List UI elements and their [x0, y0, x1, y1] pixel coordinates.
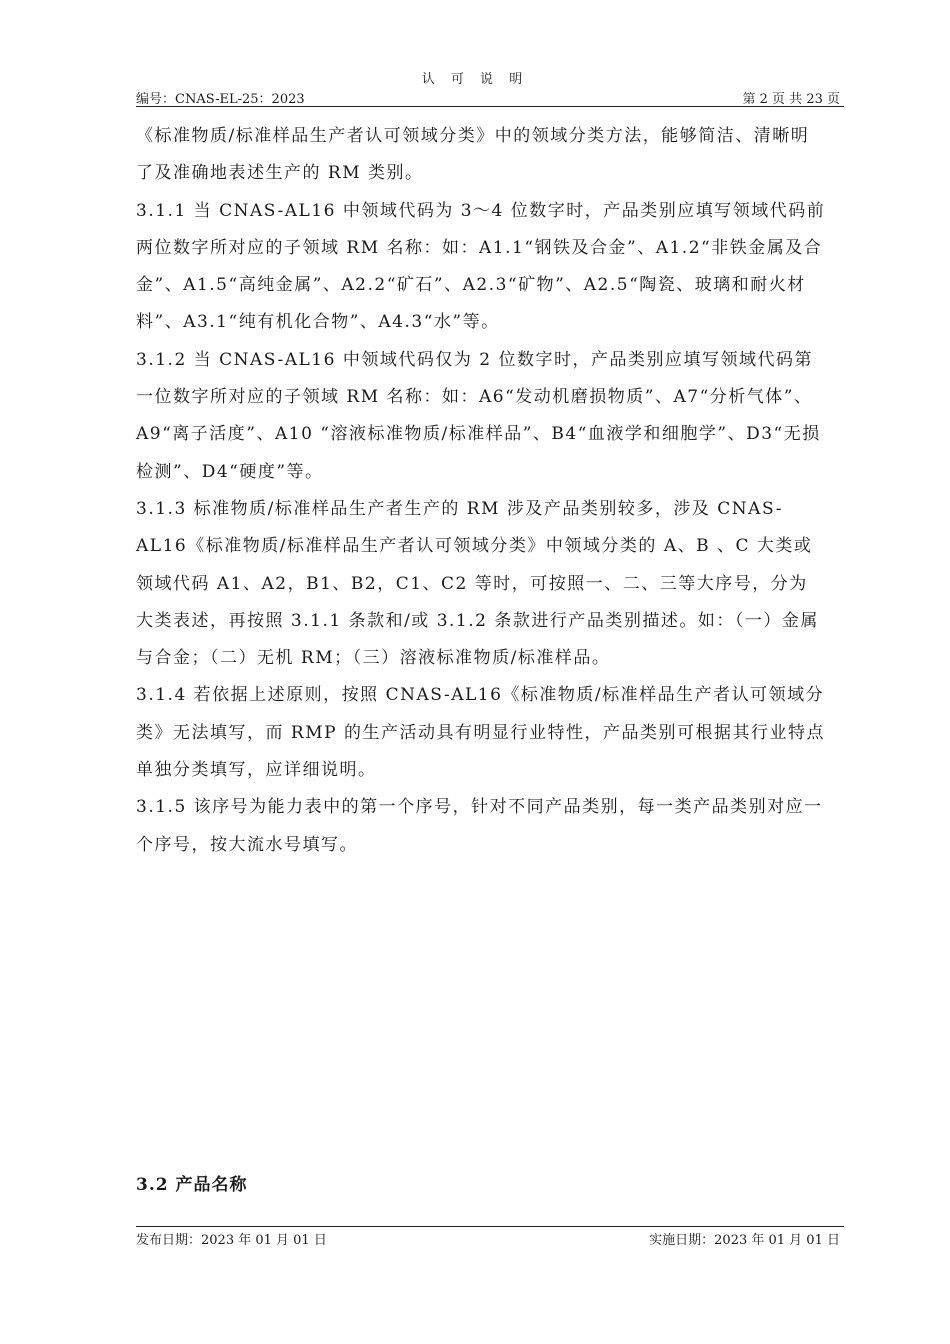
section-heading: 3.2 产品名称 [136, 1175, 248, 1195]
page-header [136, 88, 840, 107]
paragraph: 3.1.2 当 CNAS-AL16 中领域代码仅为 2 位数字时，产品类别应填写领域代码第一位数字所对应的子领域 RM 名称：如：A6“发动机磨损物质”、A7“分析气体”、A9“离子活度”、A10 “溶液标准物质/标准样品”、B4“血液学和细胞学”、D3“无损检测”、D4“硬度”等。 [136, 349, 821, 482]
paragraph: 3.1.1 当 CNAS-AL16 中领域代码为 3～4 位数字时，产品类别应填写领域代码前两位数字所对应的子领域 RM 名称：如：A1.1“钢铁及合金”、A1.2“非铁金属及合金”、A1.5“高纯金属”、A2.2“矿石”、A2.3“矿物”、A2.5“陶瓷、玻璃和耐火材料”、A3.1“纯有机化合物”、A4.3“水”等。 [136, 200, 826, 333]
document-number: 编号：CNAS-EL-25：2023 [136, 92, 305, 107]
paragraph: 3.1.5 该序号为能力表中的第一个序号，针对不同产品类别，每一类产品类别对应一个序号，按大流水号填写。 [136, 797, 823, 855]
body-text [136, 118, 826, 864]
page-footer [136, 1229, 840, 1248]
page-number: 第 2 页 共 23 页 [742, 92, 840, 107]
publish-date: 发布日期：2023 年 01 月 01 日 [136, 1233, 327, 1248]
header-rule [136, 106, 844, 107]
effective-date: 实施日期：2023 年 01 月 01 日 [649, 1233, 840, 1248]
paragraph: 3.1.3 标准物质/标准样品生产者生产的 RM 涉及产品类别较多，涉及 CNAS-AL16《标准物质/标准样品生产者认可领域分类》中领域分类的 A、B 、C 大类或领域代码 A1、A2，B1、B2，C1、C2 等时，可按照一、二、三等大序号，分为大类表述，再按照 3.1.1 条款和/或 3.1.2 条款进行产品类别描述。如：（一）金属与合金；（二）无机 RM；（三）溶液标准物质/标准样品。 [136, 498, 819, 669]
document-category: 认 可 说 明 [421, 72, 529, 87]
footer-rule [136, 1226, 844, 1227]
paragraph: 3.1.4 若依据上述原则，按照 CNAS-AL16《标准物质/标准样品生产者认可领域分类》无法填写，而 RMP 的生产活动具有明显行业特性，产品类别可根据其行业特点单独分类填写，应详细说明。 [136, 685, 825, 781]
paragraph: 《标准物质/标准样品生产者认可领域分类》中的领域分类方法，能够简洁、清晰明了及准确地表述生产的 RM 类别。 [136, 126, 810, 184]
